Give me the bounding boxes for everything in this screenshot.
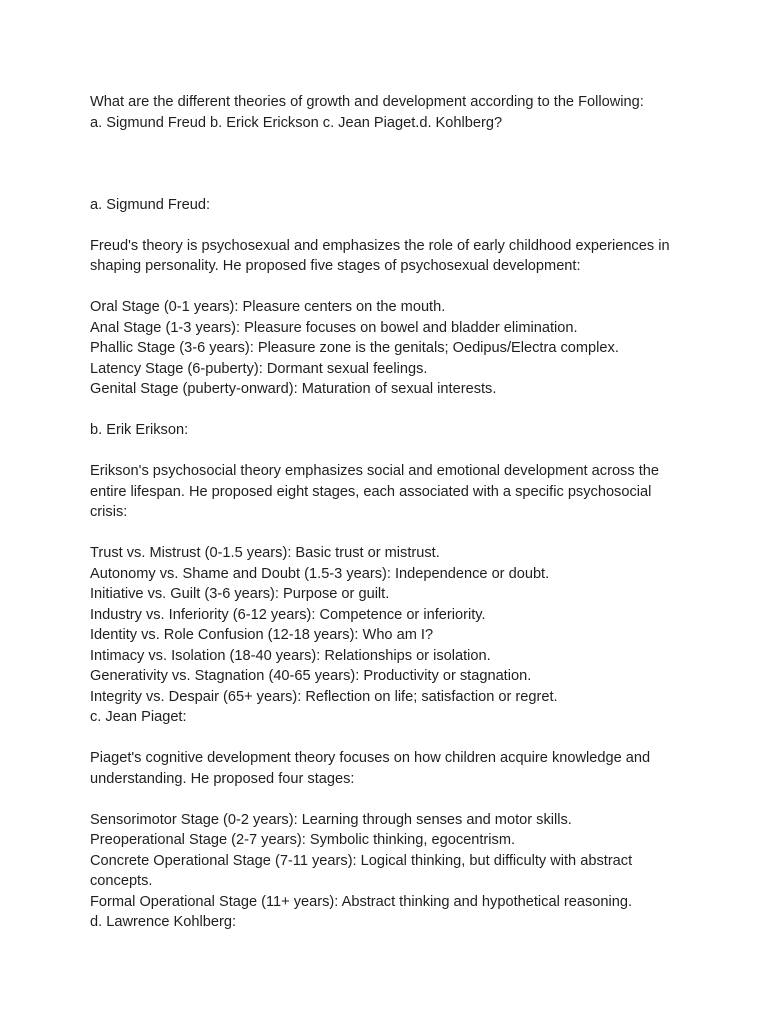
spacer (90, 174, 690, 195)
erikson-stage: Integrity vs. Despair (65+ years): Reflection on life; satisfaction or regret. (90, 688, 558, 705)
question-line-1: What are the different theories of growth and development according to the Following: (90, 94, 644, 110)
question-line-2: a. Sigmund Freud b. Erick Erickson c. Jean Piaget.d. Kohlberg? (90, 114, 503, 131)
piaget-stage: Formal Operational Stage (11+ years): Abstract thinking and hypothetical reasoning. (90, 893, 633, 910)
freud-stage: Genital Stage (puberty-onward): Maturation of sexual interests. (90, 381, 497, 397)
piaget-stage: Concrete Operational Stage (7-11 years): Logical thinking, but difficulty with abstract concepts. (90, 852, 633, 889)
document-body (90, 92, 690, 933)
piaget-heading: c. Jean Piaget: (90, 709, 187, 725)
freud-heading: a. Sigmund Freud: (90, 196, 211, 213)
erikson-stage: Identity vs. Role Confusion (12-18 years): Who am I? (90, 627, 434, 643)
spacer (90, 133, 690, 174)
freud-stage: Phallic Stage (3-6 years): Pleasure zone is the genitals; Oedipus/Electra complex. (90, 340, 619, 356)
piaget-stage: Sensorimotor Stage (0-2 years): Learning through senses and motor skills. (90, 811, 572, 828)
freud-stage: Latency Stage (6-puberty): Dormant sexual feelings. (90, 360, 428, 377)
freud-stage: Anal Stage (1-3 years): Pleasure focuses on bowel and bladder elimination. (90, 319, 578, 336)
erikson-stage: Autonomy vs. Shame and Doubt (1.5-3 years): Independence or doubt. (90, 565, 550, 582)
erikson-stage: Trust vs. Mistrust (0-1.5 years): Basic trust or mistrust. (90, 545, 440, 561)
spacer (90, 728, 690, 749)
spacer (90, 523, 690, 544)
erikson-heading: b. Erik Erikson: (90, 422, 189, 438)
erikson-stage: Initiative vs. Guilt (3-6 years): Purpose or guilt. (90, 586, 390, 602)
erikson-intro: Erikson's psychosocial theory emphasizes social and emotional development across the entire lifespan. He proposed eight stages, each associated with a specific psychosocial crisis: (90, 463, 659, 520)
erikson-stage: Industry vs. Inferiority (6-12 years): Competence or inferiority. (90, 606, 486, 623)
kohlberg-heading: d. Lawrence Kohlberg: (90, 914, 237, 930)
piaget-stage: Preoperational Stage (2-7 years): Symbolic thinking, egocentrism. (90, 832, 516, 848)
erikson-stage: Generativity vs. Stagnation (40-65 years): Productivity or stagnation. (90, 668, 532, 684)
freud-stage: Oral Stage (0-1 years): Pleasure centers on the mouth. (90, 299, 446, 315)
spacer (90, 789, 690, 810)
spacer (90, 400, 690, 421)
freud-intro: Freud's theory is psychosexual and emphasizes the role of early childhood experiences in shaping personality. He proposed five stages of psychosexual development: (90, 237, 670, 274)
piaget-intro: Piaget's cognitive development theory focuses on how children acquire knowledge and understanding. He proposed four stages: (90, 750, 651, 787)
erikson-stage: Intimacy vs. Isolation (18-40 years): Relationships or isolation. (90, 647, 491, 664)
spacer (90, 277, 690, 298)
spacer (90, 441, 690, 462)
spacer (90, 215, 690, 236)
